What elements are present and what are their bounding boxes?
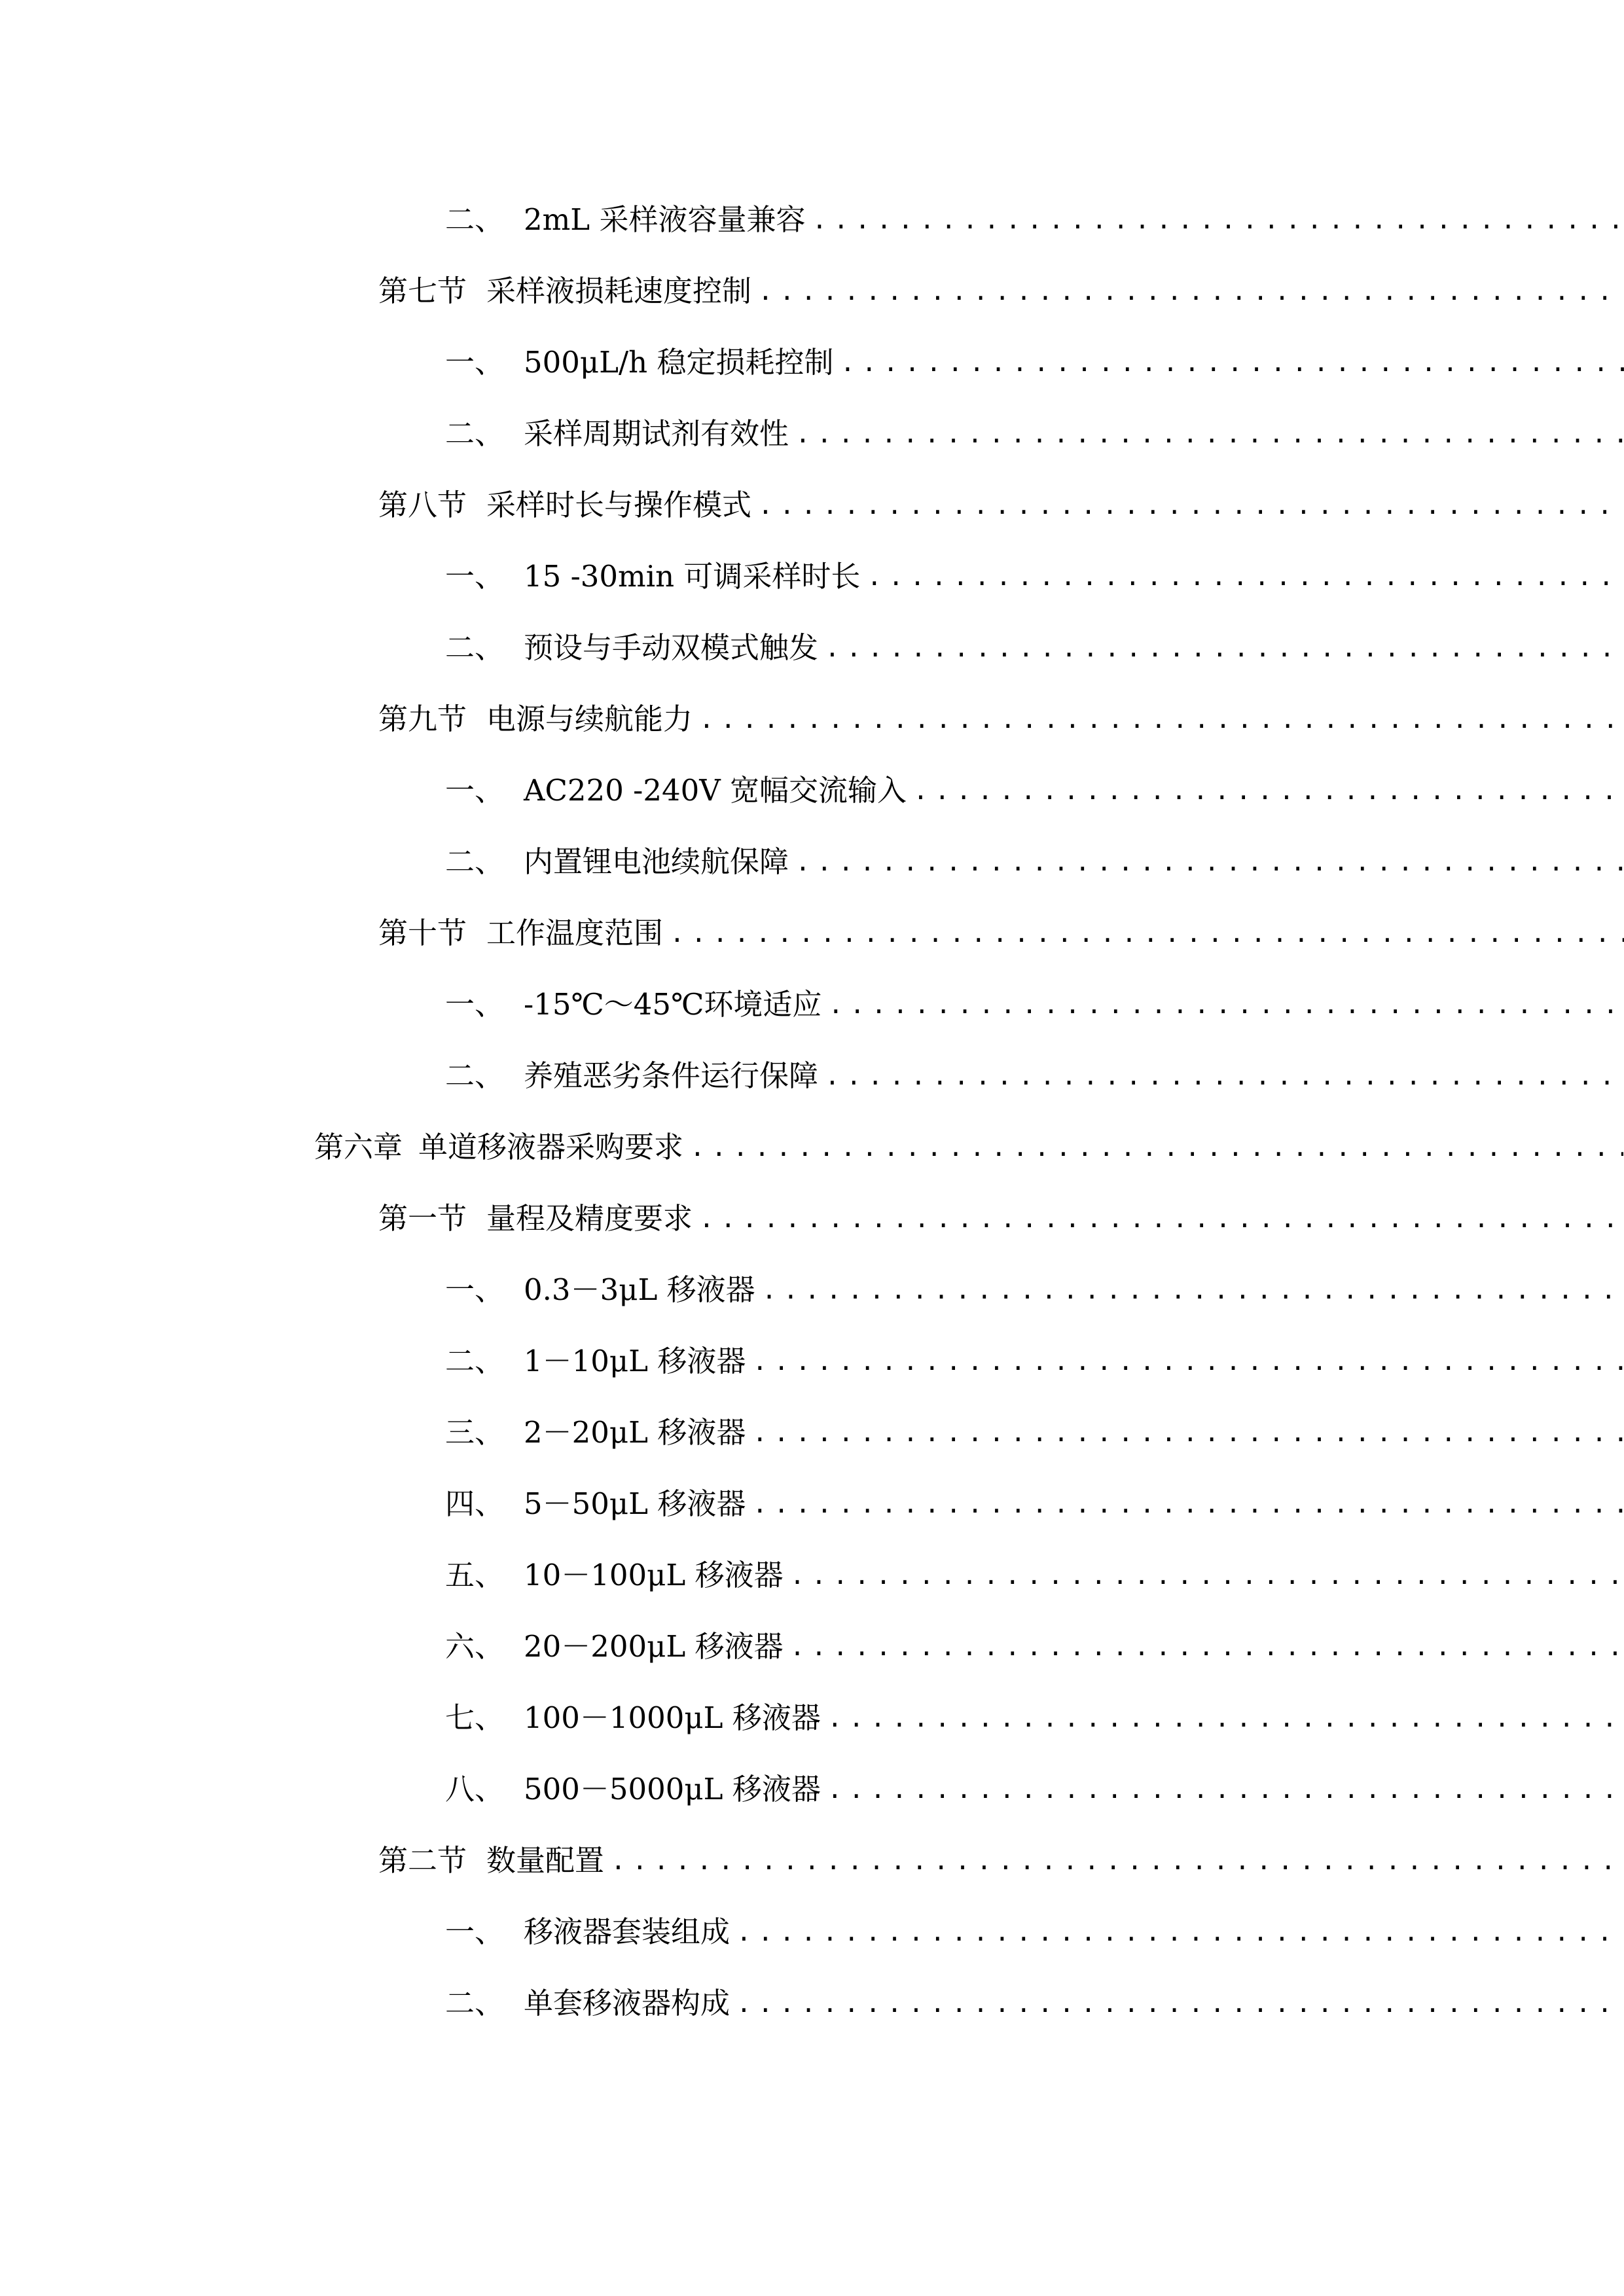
toc-entry[interactable] — [0, 1835, 1624, 1887]
toc-dot-leader — [867, 550, 1624, 603]
toc-entry[interactable] — [0, 1549, 1624, 1602]
toc-dot-leader — [611, 1835, 1624, 1887]
toc-entry-title: 养殖恶劣条件运行保障 — [524, 1058, 819, 1093]
toc-entry-title: 采样液损耗速度控制 — [486, 274, 752, 308]
toc-entry-number: 第八节 — [378, 488, 467, 522]
toc-entry-number: 二、 — [445, 844, 505, 879]
toc-entry-title: 2－20μL 移液器 — [524, 1415, 746, 1450]
toc-entry[interactable] — [0, 1906, 1624, 1958]
toc-entry-title: 电源与续航能力 — [486, 702, 693, 736]
toc-entry[interactable] — [0, 1977, 1624, 2030]
toc-entry-number: 第二节 — [378, 1843, 467, 1878]
toc-entry[interactable] — [0, 1335, 1624, 1388]
toc-entry-number: 一、 — [445, 1272, 505, 1307]
toc-entry-title: 500μL/h 稳定损耗控制 — [524, 345, 834, 380]
toc-dot-leader — [825, 622, 1624, 674]
toc-entry-title: 采样时长与操作模式 — [486, 488, 752, 522]
toc-entry-title: 量程及精度要求 — [486, 1201, 693, 1236]
toc-entry[interactable] — [0, 1621, 1624, 1673]
toc-entry[interactable] — [0, 479, 1624, 531]
toc-entry-number: 五、 — [445, 1558, 505, 1592]
toc-dot-leader — [670, 907, 1624, 960]
toc-entry-number: 第七节 — [378, 274, 467, 308]
toc-entry-title: 500－5000μL 移液器 — [524, 1772, 821, 1806]
toc-entry-title: 内置锂电池续航保障 — [524, 844, 789, 879]
toc-dot-leader — [812, 194, 1624, 246]
toc-entry-title: 5－50μL 移液器 — [524, 1486, 746, 1521]
toc-entry-number: 第九节 — [378, 702, 467, 736]
toc-dot-leader — [736, 1977, 1624, 2030]
toc-entry-number: 二、 — [445, 630, 505, 665]
toc-dot-leader — [758, 479, 1624, 531]
toc-entry-number: 二、 — [445, 202, 505, 237]
toc-dot-leader — [840, 336, 1624, 389]
toc-entry[interactable] — [0, 194, 1624, 246]
toc-entry[interactable] — [0, 550, 1624, 603]
toc-dot-leader — [913, 764, 1624, 817]
toc-entry-title: 预设与手动双模式触发 — [524, 630, 819, 665]
toc-dot-leader — [736, 1906, 1624, 1958]
toc-dot-leader — [752, 1407, 1624, 1459]
toc-dot-leader — [795, 836, 1624, 888]
toc-entry[interactable] — [0, 265, 1624, 317]
toc-dot-leader — [827, 1692, 1624, 1744]
toc-entry[interactable] — [0, 978, 1624, 1031]
toc-entry[interactable] — [0, 1121, 1624, 1174]
toc-entry-number: 二、 — [445, 416, 505, 451]
toc-entry-title: 单套移液器构成 — [524, 1986, 731, 2020]
toc-entry-title: 工作温度范围 — [486, 916, 664, 950]
toc-entry[interactable] — [0, 408, 1624, 460]
toc-dot-leader — [762, 1264, 1624, 1316]
toc-entry-number: 六、 — [445, 1629, 505, 1664]
toc-entry-title: 数量配置 — [486, 1843, 605, 1878]
toc-entry-title: 100－1000μL 移液器 — [524, 1700, 821, 1735]
toc-entry[interactable] — [0, 336, 1624, 389]
toc-entry-number: 二、 — [445, 1986, 505, 2020]
toc-entry-number: 二、 — [445, 1058, 505, 1093]
toc-entry[interactable] — [0, 836, 1624, 888]
toc-entry[interactable] — [0, 907, 1624, 960]
toc-entry-title: 15 -30min 可调采样时长 — [524, 559, 861, 594]
toc-entry-title: 移液器套装组成 — [524, 1914, 731, 1949]
toc-entry[interactable] — [0, 1264, 1624, 1316]
toc-entry-title: 单道移液器采购要求 — [418, 1130, 684, 1164]
toc-entry-title: 1－10μL 移液器 — [524, 1344, 746, 1378]
toc-entry-title: 10－100μL 移液器 — [524, 1558, 784, 1592]
toc-dot-leader — [795, 408, 1624, 460]
toc-entry-number: 三、 — [445, 1415, 505, 1450]
toc-entry[interactable] — [0, 1478, 1624, 1530]
toc-entry-title: 20－200μL 移液器 — [524, 1629, 784, 1664]
toc-entry-number: 第一节 — [378, 1201, 467, 1236]
toc-entry-title: AC220 -240V 宽幅交流输入 — [524, 773, 907, 808]
toc-entry-number: 一、 — [445, 559, 505, 594]
toc-dot-leader — [758, 265, 1624, 317]
toc-entry-number: 二、 — [445, 1344, 505, 1378]
toc-dot-leader — [690, 1121, 1623, 1174]
toc-entry[interactable] — [0, 1050, 1624, 1102]
toc-entry-title: -15℃～45℃环境适应 — [524, 987, 822, 1022]
toc-dot-leader — [828, 978, 1624, 1031]
toc-entry-title: 采样周期试剂有效性 — [524, 416, 789, 451]
toc-entry-number: 七、 — [445, 1700, 505, 1735]
toc-entry[interactable] — [0, 1407, 1624, 1459]
toc-entry-number: 一、 — [445, 1914, 505, 1949]
toc-dot-leader — [827, 1763, 1624, 1816]
toc-entry-title: 0.3－3μL 移液器 — [524, 1272, 755, 1307]
toc-entry-number: 八、 — [445, 1772, 505, 1806]
toc-entry[interactable] — [0, 1692, 1624, 1744]
toc-dot-leader — [825, 1050, 1624, 1102]
toc-dot-leader — [699, 1193, 1624, 1245]
toc-dot-leader — [752, 1478, 1624, 1530]
toc-entry[interactable] — [0, 1763, 1624, 1816]
toc-entry-number: 第六章 — [314, 1130, 403, 1164]
toc-entry[interactable] — [0, 764, 1624, 817]
toc-entry-number: 一、 — [445, 345, 505, 380]
toc-entry-title: 2mL 采样液容量兼容 — [524, 202, 806, 237]
toc-dot-leader — [790, 1621, 1624, 1673]
toc-entry-number: 第十节 — [378, 916, 467, 950]
toc-entry[interactable] — [0, 1193, 1624, 1245]
toc-dot-leader — [699, 693, 1624, 745]
toc-dot-leader — [790, 1549, 1624, 1602]
toc-entry[interactable] — [0, 622, 1624, 674]
toc-entry-number: 一、 — [445, 773, 505, 808]
toc-entry[interactable] — [0, 693, 1624, 745]
toc-dot-leader — [752, 1335, 1624, 1388]
toc-entry-number: 一、 — [445, 987, 505, 1022]
toc-entry-number: 四、 — [445, 1486, 505, 1521]
